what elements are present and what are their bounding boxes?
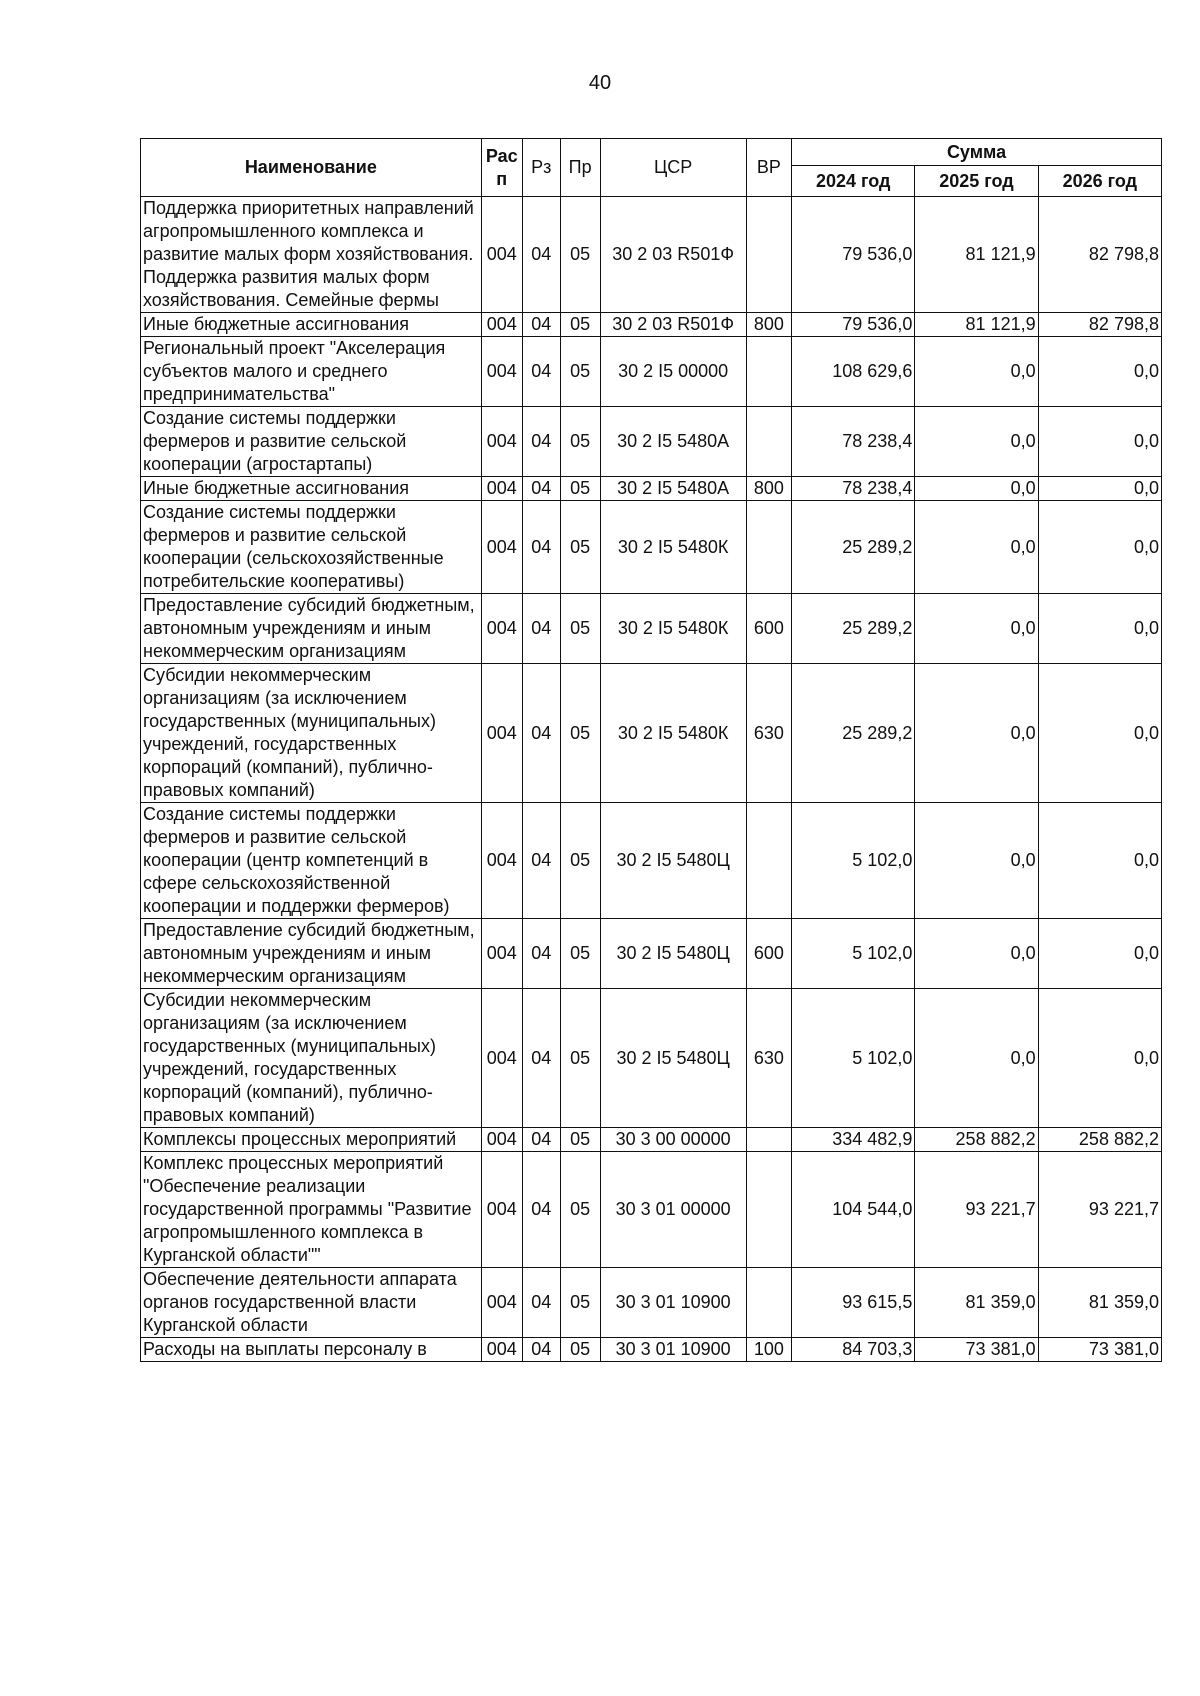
row-sum-2025: 0,0 [915,919,1038,989]
row-name: Комплекс процессных мероприятий "Обеспечение реализации государственной программы "Развитие агропромышленного комплекса в Курганской области"" [141,1152,482,1268]
row-sum-2025: 258 882,2 [915,1128,1038,1152]
row-sum-2024: 108 629,6 [792,337,915,407]
row-rz: 04 [522,313,560,337]
row-name: Создание системы поддержки фермеров и развитие сельской кооперации (сельскохозяйственные потребительские кооперативы) [141,501,482,594]
header-year-2024: 2024 год [792,166,915,197]
table-row [141,1338,1162,1362]
row-name: Субсидии некоммерческим организациям (за исключением государственных (муниципальных) учреждений, государственных корпораций (компаний), публично-правовых компаний) [141,664,482,803]
row-sum-2024: 84 703,3 [792,1338,915,1362]
row-rasp: 004 [481,1152,522,1268]
row-sum-2025: 0,0 [915,803,1038,919]
table-row [141,919,1162,989]
row-rz: 04 [522,803,560,919]
row-name: Обеспечение деятельности аппарата органов государственной власти Курганской области [141,1268,482,1338]
row-pr: 05 [560,501,600,594]
row-csr: 30 2 I5 5480Ц [600,919,746,989]
row-sum-2025: 93 221,7 [915,1152,1038,1268]
row-pr: 05 [560,989,600,1128]
row-sum-2026: 81 359,0 [1038,1268,1161,1338]
row-rasp: 004 [481,337,522,407]
row-pr: 05 [560,337,600,407]
row-rasp: 004 [481,664,522,803]
row-sum-2024: 25 289,2 [792,664,915,803]
row-rz: 04 [522,1152,560,1268]
row-vr: 630 [746,664,791,803]
row-vr [746,803,791,919]
row-rz: 04 [522,501,560,594]
row-vr: 600 [746,594,791,664]
row-rz: 04 [522,1128,560,1152]
table-row [141,477,1162,501]
row-vr [746,337,791,407]
row-sum-2025: 81 121,9 [915,197,1038,313]
row-name: Создание системы поддержки фермеров и развитие сельской кооперации (агростартапы) [141,407,482,477]
row-csr: 30 2 03 R501Ф [600,197,746,313]
row-vr [746,407,791,477]
row-csr: 30 2 I5 5480А [600,477,746,501]
row-csr: 30 2 I5 5480К [600,501,746,594]
row-sum-2026: 258 882,2 [1038,1128,1161,1152]
row-rasp: 004 [481,919,522,989]
row-pr: 05 [560,1152,600,1268]
row-sum-2024: 25 289,2 [792,594,915,664]
row-rz: 04 [522,594,560,664]
table-row [141,407,1162,477]
table-row [141,197,1162,313]
row-rz: 04 [522,664,560,803]
row-name: Создание системы поддержки фермеров и развитие сельской кооперации (центр компетенций в сфере сельскохозяйственной кооперации и поддержки фермеров) [141,803,482,919]
table-body [141,197,1162,1362]
row-sum-2026: 73 381,0 [1038,1338,1161,1362]
row-rz: 04 [522,477,560,501]
row-pr: 05 [560,1338,600,1362]
row-name: Региональный проект "Акселерация субъектов малого и среднего предпринимательства" [141,337,482,407]
row-sum-2025: 81 359,0 [915,1268,1038,1338]
row-csr: 30 2 I5 5480Ц [600,989,746,1128]
header-pr: Пр [560,139,600,197]
row-sum-2024: 78 238,4 [792,477,915,501]
row-pr: 05 [560,197,600,313]
row-csr: 30 2 I5 5480Ц [600,803,746,919]
row-rz: 04 [522,1268,560,1338]
table-row [141,803,1162,919]
row-csr: 30 2 I5 00000 [600,337,746,407]
row-name: Поддержка приоритетных направлений агропромышленного комплекса и развитие малых форм хозяйствования. Поддержка развития малых форм хозяйствования. Семейные фермы [141,197,482,313]
row-vr: 600 [746,919,791,989]
row-rz: 04 [522,197,560,313]
row-vr: 100 [746,1338,791,1362]
row-vr: 630 [746,989,791,1128]
row-sum-2024: 104 544,0 [792,1152,915,1268]
row-vr [746,1128,791,1152]
row-pr: 05 [560,477,600,501]
row-sum-2026: 0,0 [1038,989,1161,1128]
row-rz: 04 [522,337,560,407]
row-sum-2026: 0,0 [1038,501,1161,594]
row-sum-2024: 5 102,0 [792,989,915,1128]
row-pr: 05 [560,803,600,919]
row-csr: 30 3 01 00000 [600,1152,746,1268]
row-rz: 04 [522,919,560,989]
budget-table [140,138,1162,1362]
row-name: Комплексы процессных мероприятий [141,1128,482,1152]
row-rasp: 004 [481,1128,522,1152]
row-vr [746,197,791,313]
row-csr: 30 2 I5 5480К [600,594,746,664]
row-sum-2024: 25 289,2 [792,501,915,594]
row-sum-2026: 0,0 [1038,337,1161,407]
row-name: Расходы на выплаты персоналу в [141,1338,482,1362]
row-sum-2024: 78 238,4 [792,407,915,477]
row-rasp: 004 [481,803,522,919]
row-name: Предоставление субсидий бюджетным, автономным учреждениям и иным некоммерческим организациям [141,594,482,664]
table-header [141,139,1162,197]
header-rz: Рз [522,139,560,197]
row-rasp: 004 [481,501,522,594]
table-row [141,501,1162,594]
row-sum-2025: 0,0 [915,477,1038,501]
row-sum-2025: 0,0 [915,337,1038,407]
row-csr: 30 3 01 10900 [600,1338,746,1362]
row-rz: 04 [522,989,560,1128]
row-pr: 05 [560,1268,600,1338]
row-sum-2025: 0,0 [915,501,1038,594]
row-pr: 05 [560,407,600,477]
row-sum-2026: 0,0 [1038,919,1161,989]
row-sum-2025: 0,0 [915,989,1038,1128]
header-rasp-text: Рас п [485,145,518,189]
row-rasp: 004 [481,407,522,477]
row-sum-2026: 82 798,8 [1038,313,1161,337]
row-csr: 30 2 I5 5480К [600,664,746,803]
row-sum-2024: 5 102,0 [792,919,915,989]
header-rasp [481,139,522,197]
row-pr: 05 [560,664,600,803]
table-row [141,337,1162,407]
table-row [141,1268,1162,1338]
row-rasp: 004 [481,1338,522,1362]
row-sum-2026: 0,0 [1038,407,1161,477]
row-sum-2026: 0,0 [1038,594,1161,664]
row-csr: 30 2 I5 5480А [600,407,746,477]
row-rz: 04 [522,1338,560,1362]
row-rz: 04 [522,407,560,477]
table-row [141,664,1162,803]
table-row [141,989,1162,1128]
row-sum-2025: 0,0 [915,407,1038,477]
row-pr: 05 [560,313,600,337]
row-sum-2024: 5 102,0 [792,803,915,919]
row-sum-2025: 73 381,0 [915,1338,1038,1362]
table-row [141,594,1162,664]
header-vr: ВР [746,139,791,197]
row-sum-2024: 334 482,9 [792,1128,915,1152]
row-name: Предоставление субсидий бюджетным, автономным учреждениям и иным некоммерческим организациям [141,919,482,989]
row-sum-2024: 79 536,0 [792,313,915,337]
row-name: Субсидии некоммерческим организациям (за исключением государственных (муниципальных) учреждений, государственных корпораций (компаний), публично-правовых компаний) [141,989,482,1128]
row-pr: 05 [560,1128,600,1152]
row-vr [746,1152,791,1268]
table-row [141,1152,1162,1268]
table-row [141,1128,1162,1152]
row-rasp: 004 [481,477,522,501]
row-sum-2026: 82 798,8 [1038,197,1161,313]
row-vr: 800 [746,477,791,501]
table-row [141,313,1162,337]
row-vr: 800 [746,313,791,337]
row-vr [746,501,791,594]
row-rasp: 004 [481,197,522,313]
row-name: Иные бюджетные ассигнования [141,313,482,337]
row-csr: 30 3 00 00000 [600,1128,746,1152]
row-pr: 05 [560,919,600,989]
row-vr [746,1268,791,1338]
row-csr: 30 2 03 R501Ф [600,313,746,337]
row-sum-2025: 81 121,9 [915,313,1038,337]
row-pr: 05 [560,594,600,664]
header-name: Наименование [141,139,482,197]
row-sum-2026: 0,0 [1038,477,1161,501]
row-sum-2025: 0,0 [915,664,1038,803]
row-sum-2024: 93 615,5 [792,1268,915,1338]
row-rasp: 004 [481,1268,522,1338]
row-sum-2026: 0,0 [1038,664,1161,803]
row-sum-2025: 0,0 [915,594,1038,664]
header-sum: Сумма [792,139,1162,166]
header-year-2025: 2025 год [915,166,1038,197]
header-year-2026: 2026 год [1038,166,1161,197]
row-sum-2026: 0,0 [1038,803,1161,919]
header-csr: ЦСР [600,139,746,197]
row-rasp: 004 [481,989,522,1128]
row-csr: 30 3 01 10900 [600,1268,746,1338]
row-rasp: 004 [481,313,522,337]
page-number: 40 [588,72,612,94]
row-name: Иные бюджетные ассигнования [141,477,482,501]
row-rasp: 004 [481,594,522,664]
row-sum-2024: 79 536,0 [792,197,915,313]
row-sum-2026: 93 221,7 [1038,1152,1161,1268]
